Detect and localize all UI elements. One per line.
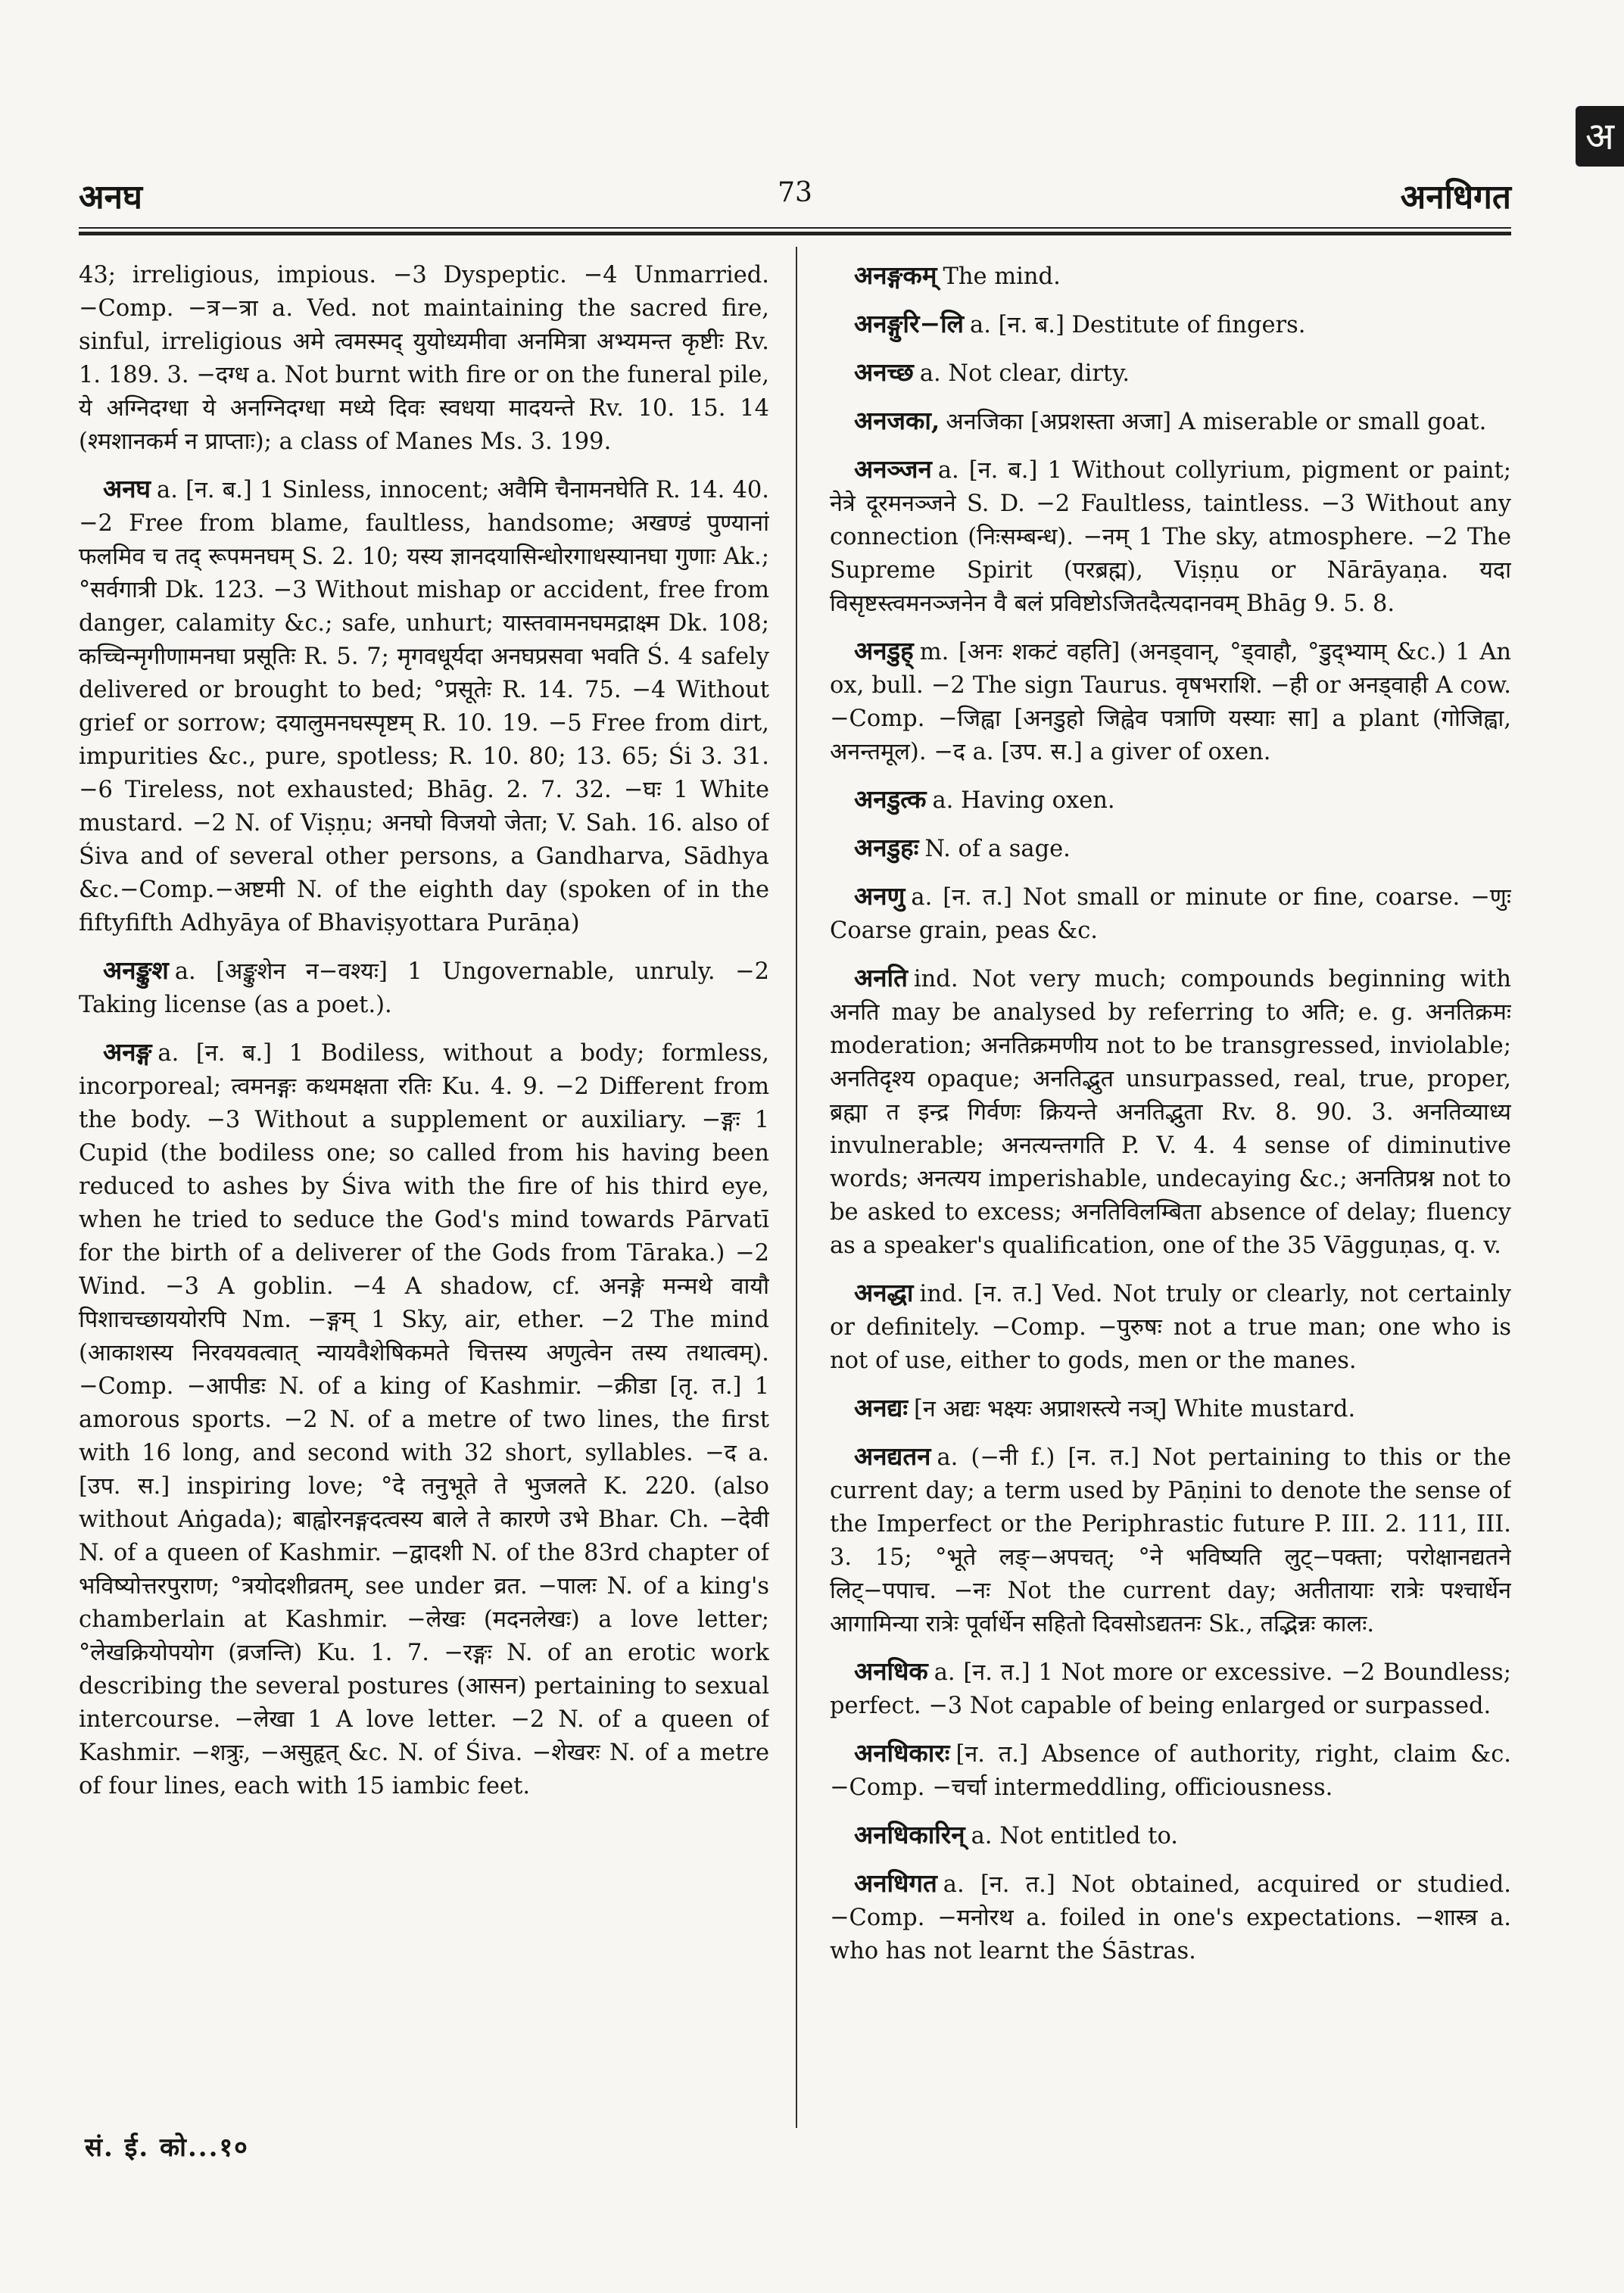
entry-headword: अनङ्गुरि−लि [854, 309, 965, 338]
dictionary-entry [830, 880, 1511, 948]
entry-definition: N. of a sage. [924, 836, 1071, 862]
header-rule-thick [79, 232, 1511, 235]
dictionary-entry [830, 356, 1511, 391]
entry-definition: a. [न. त.] Not small or minute or fine, coarse. −णुः Coarse grain, peas &c. [830, 884, 1511, 944]
entry-headword: अनधिकारः [854, 1738, 950, 1768]
entry-definition: a. (−नी f.) [न. त.] Not pertaining to this or the current day; a term used by Pāṇini to denote the sense of the Imperfect or the Periphrastic future P. III. 2. 111, III. 3. 15; °भूते लङ्−अपचत्; °ने भविष्यति लुट्−पक्ता; परोक्षानद्यतने लिट्−पपाच. −नः Not the current day; अतीतायाः रात्रेः पश्चार्धेन आगामिन्या रात्रेः पूर्वार्धेन सहितो दिवसोऽद्यतनः Sk., तद्भिन्नः कालः. [830, 1444, 1511, 1637]
entry-definition: a. [न. ब.] 1 Bodiless, without a body; formless, incorporeal; त्वमनङ्गः कथमक्षता रतिः Ku. 4. 9. −2 Different from the body. −3 Without a supplement or auxiliary. −ङ्गः 1 Cupid (the bodiless one; so called from his having been reduced to ashes by Śiva with the fire of his third eye, when he tried to seduce the God's mind towards Pārvatī for the birth of a deliverer of the Gods from Tāraka.) −2 Wind. −3 A goblin. −4 A shadow, cf. अनङ्गे मन्मथे वायौ पिशाचच्छाययोरपि Nm. −ङ्गम् 1 Sky, air, ether. −2 The mind (आकाशस्य निरवयवत्वात् न्यायवैशेषिकमते चित्तस्य अणुत्वेन तस्य तथात्वम्). −Comp. −आपीडः N. of a king of Kashmir. −क्रीडा [तृ. त.] 1 amorous sports. −2 N. of a metre of two lines, the first with 16 long, and second with 32 short, syllables. −द a. [उप. स.] inspiring love; °दे तनुभूते ते भुजलते K. 220. (also without Aṅgada); बाह्वोरनङ्गदत्वस्य बाले ते कारणे उभे Bhar. Ch. −देवी N. of a queen of Kashmir. −द्वादशी N. of the 83rd chapter of भविष्योत्तरपुराण; °त्रयोदशीव्रतम्, see under व्रत. −पालः N. of a king's chamberlain at Kashmir. −लेखः (मदनलेखः) a love letter; °लेखक्रियोपयोग (व्रजन्ति) Ku. 1. 7. −रङ्गः N. of an erotic work describing the several postures (आसन) pertaining to sexual intercourse. −लेखा 1 A love letter. −2 N. of a queen of Kashmir. −शत्रुः, −असुहृत् &c. N. of Śiva. −शेखरः N. of a metre of four lines, each with 15 iambic feet. [79, 1040, 769, 1799]
entry-definition: [न. त.] Absence of authority, right, claim &c. −Comp. −चर्चा intermeddling, officiousness. [830, 1741, 1511, 1801]
entry-headword: अनजका, [854, 406, 940, 435]
dictionary-entry [830, 831, 1511, 866]
entry-headword: अनघ [103, 474, 151, 503]
entry-headword: अनणु [854, 881, 906, 911]
entry-headword: अनधिगत [854, 1868, 937, 1898]
entry-headword: अनधिकारिन् [854, 1820, 965, 1849]
dictionary-entry [830, 961, 1511, 1263]
entry-definition: a. [न. ब.] 1 Sinless, innocent; अवैमि चैनामनघेति R. 14. 40. −2 Free from blame, faultless, handsome; अखण्डं पुण्यानां फलमिव च तद् रूपमनघम् S. 2. 10; यस्य ज्ञानदयासिन्धोरगाधस्यानघा गुणाः Ak.; °सर्वगात्री Dk. 123. −3 Without mishap or accident, free from danger, calamity &c.; safe, unhurt; यास्तवामनघमद्राक्ष्म Dk. 108; कच्चिन्मृगीणामनघा प्रसूतिः R. 5. 7; मृगवधूर्यदा अनघप्रसवा भवति Ś. 4 safely delivered or brought to bed; °प्रसूतेः R. 14. 75. −4 Without grief or sorrow; दयालुमनघस्पृष्टम् R. 10. 19. −5 Free from dirt, impurities &c., pure, spotless; R. 10. 80; 13. 65; Śi 3. 31. −6 Tireless, not exhausted; Bhāg. 2. 7. 32. −घः 1 White mustard. −2 N. of Viṣṇu; अनघो विजयो जेता; V. Sah. 16. also of Śiva and of several other persons, a Gandharva, Sādhya &c.−Comp.−अष्टमी N. of the eighth day (spoken of in the fiftyfifth Adhyāya of Bhaviṣyottara Purāṇa) [79, 477, 769, 936]
dictionary-entry [830, 783, 1511, 818]
entry-definition: 43; irreligious, impious. −3 Dyspeptic. −4 Unmarried. −Comp. −त्र−त्रा a. Ved. not maintaining the sacred fire, sinful, irreligious अमे त्वमस्मद् युयोध्यमीवा अनमित्रा अभ्यमन्त कृष्टीः Rv. 1. 189. 3. −दग्ध a. Not burnt with fire or on the funeral pile, ये अग्निदग्धा ये अनग्निदग्धा मध्ये दिवः स्वधया मादयन्ते Rv. 10. 15. 14 (श्मशानकर्म न प्राप्ताः); a class of Manes Ms. 3. 199. [79, 262, 769, 455]
entry-headword: अनडुत्क [854, 784, 927, 814]
left-column [79, 259, 769, 2129]
page-number: 73 [778, 177, 812, 208]
entry-definition: a. [न. ब.] Destitute of fingers. [970, 312, 1306, 338]
dictionary-entry [830, 1391, 1511, 1426]
guide-word-right: अनधिगत [1400, 178, 1511, 217]
dictionary-entry [79, 472, 769, 940]
entry-definition: [न अद्यः भक्ष्यः अप्राशस्त्ये नञ्] White mustard. [913, 1396, 1356, 1422]
dictionary-entry [830, 307, 1511, 342]
entry-definition: a. [अङ्कुशेन न−वश्यः] 1 Ungovernable, unruly. −2 Taking license (as a poet.). [79, 958, 769, 1018]
entry-headword: अनडुहः [854, 833, 919, 862]
entry-definition: The mind. [943, 263, 1061, 290]
entry-headword: अनधिक [854, 1656, 928, 1686]
entry-definition: a. Having oxen. [932, 787, 1115, 814]
guide-word-left: अनघ [79, 178, 143, 217]
dictionary-entry [830, 1440, 1511, 1641]
entry-definition: a. Not clear, dirty. [919, 360, 1130, 387]
dictionary-entry [79, 1036, 769, 1803]
entry-definition: ind. [न. त.] Ved. Not truly or clearly, not certainly or definitely. −Comp. −पुरुषः not a true man; one who is not of use, either to gods, men or the manes. [830, 1281, 1511, 1374]
entry-definition: m. [अनः शकटं वहति] (अनड्वान्, °ड्वाहौ, °डुद्भ्याम् &c.) 1 An ox, bull. −2 The sign Taurus. वृषभराशि. −ही or अनड्वाही A cow. −Comp. −जिह्वा [अनडुहो जिह्वेव पत्राणि यस्याः सा] a plant (गोजिह्वा, अनन्तमूल). −द a. [उप. स.] a giver of oxen. [830, 639, 1511, 765]
dictionary-entry [79, 954, 769, 1022]
dictionary-entry [830, 259, 1511, 294]
entry-headword: अनञ्जन [854, 454, 932, 484]
dictionary-entry [830, 634, 1511, 769]
entry-headword: अनडुह् [854, 636, 914, 665]
entry-headword: अनति [854, 963, 908, 992]
thumb-index-tab: अ [1576, 106, 1624, 167]
dictionary-entry [830, 1867, 1511, 1968]
dictionary-entry [79, 259, 769, 459]
dictionary-entry [830, 453, 1511, 621]
entry-headword: अनङ्गकम् [854, 260, 937, 290]
entry-headword: अनद्यः [854, 1393, 908, 1422]
entry-headword: अनङ्कुश [103, 955, 169, 985]
column-divider [796, 247, 797, 2128]
right-column [830, 259, 1511, 2129]
dictionary-entry [830, 404, 1511, 439]
entry-definition: a. [न. त.] Not obtained, acquired or studied. −Comp. −मनोरथ a. foiled in one's expectations. −शास्त्र a. who has not learnt the Śāstras. [830, 1871, 1511, 1964]
entry-headword: अनच्छ [854, 357, 914, 387]
dictionary-entry [830, 1737, 1511, 1805]
running-head [79, 173, 1511, 218]
entry-headword: अनद्धा [854, 1278, 914, 1307]
entry-definition: a. Not entitled to. [971, 1823, 1178, 1849]
entry-headword: अनङ्ग [103, 1037, 152, 1067]
dictionary-entry [830, 1818, 1511, 1853]
entry-definition: a. [न. ब.] 1 Without collyrium, pigment or paint; नेत्रे दूरमनञ्जने S. D. −2 Faultless, taintless. −3 Without any connection (निःसम्बन्ध). −नम् 1 The sky, atmosphere. −2 The Supreme Spirit (परब्रह्म), Viṣṇu or Nārāyaṇa. यदा विसृष्टस्त्वमनञ्जनेन वै बलं प्रविष्टोऽजितदैत्यदानवम् Bhāg 9. 5. 8. [830, 457, 1511, 617]
header-rule [79, 227, 1511, 229]
entry-definition: a. [न. त.] 1 Not more or excessive. −2 Boundless; perfect. −3 Not capable of being enlarged or surpassed. [830, 1659, 1511, 1719]
dictionary-entry [830, 1655, 1511, 1723]
entry-definition: अनजिका [अप्रशस्ता अजा] A miserable or small goat. [946, 409, 1487, 435]
dictionary-entry [830, 1276, 1511, 1378]
signature-mark: सं. ई. को...१० [85, 2133, 249, 2163]
entry-headword: अनद्यतन [854, 1441, 931, 1471]
entry-definition: ind. Not very much; compounds beginning with अनति may be analysed by referring to अति; e. g. अनतिक्रमः moderation; अनतिक्रमणीय not to be transgressed, inviolable; अनतिदृश्य opaque; अनतिद्भुत unsurpassed, real, true, proper, ब्रह्मा त इन्द्र गिर्वणः क्रियन्ते अनतिद्भुता Rv. 8. 90. 3. अनतिव्याध्य invulnerable; अनत्यन्तगति P. V. 4. 4 sense of diminutive words; अनत्यय imperishable, undecaying &c.; अनतिप्रश्न not to be asked to excess; अनतिविलम्बिता absence of delay; fluency as a speaker's qualification, one of the 35 Vāgguṇas, q. v. [830, 966, 1511, 1259]
